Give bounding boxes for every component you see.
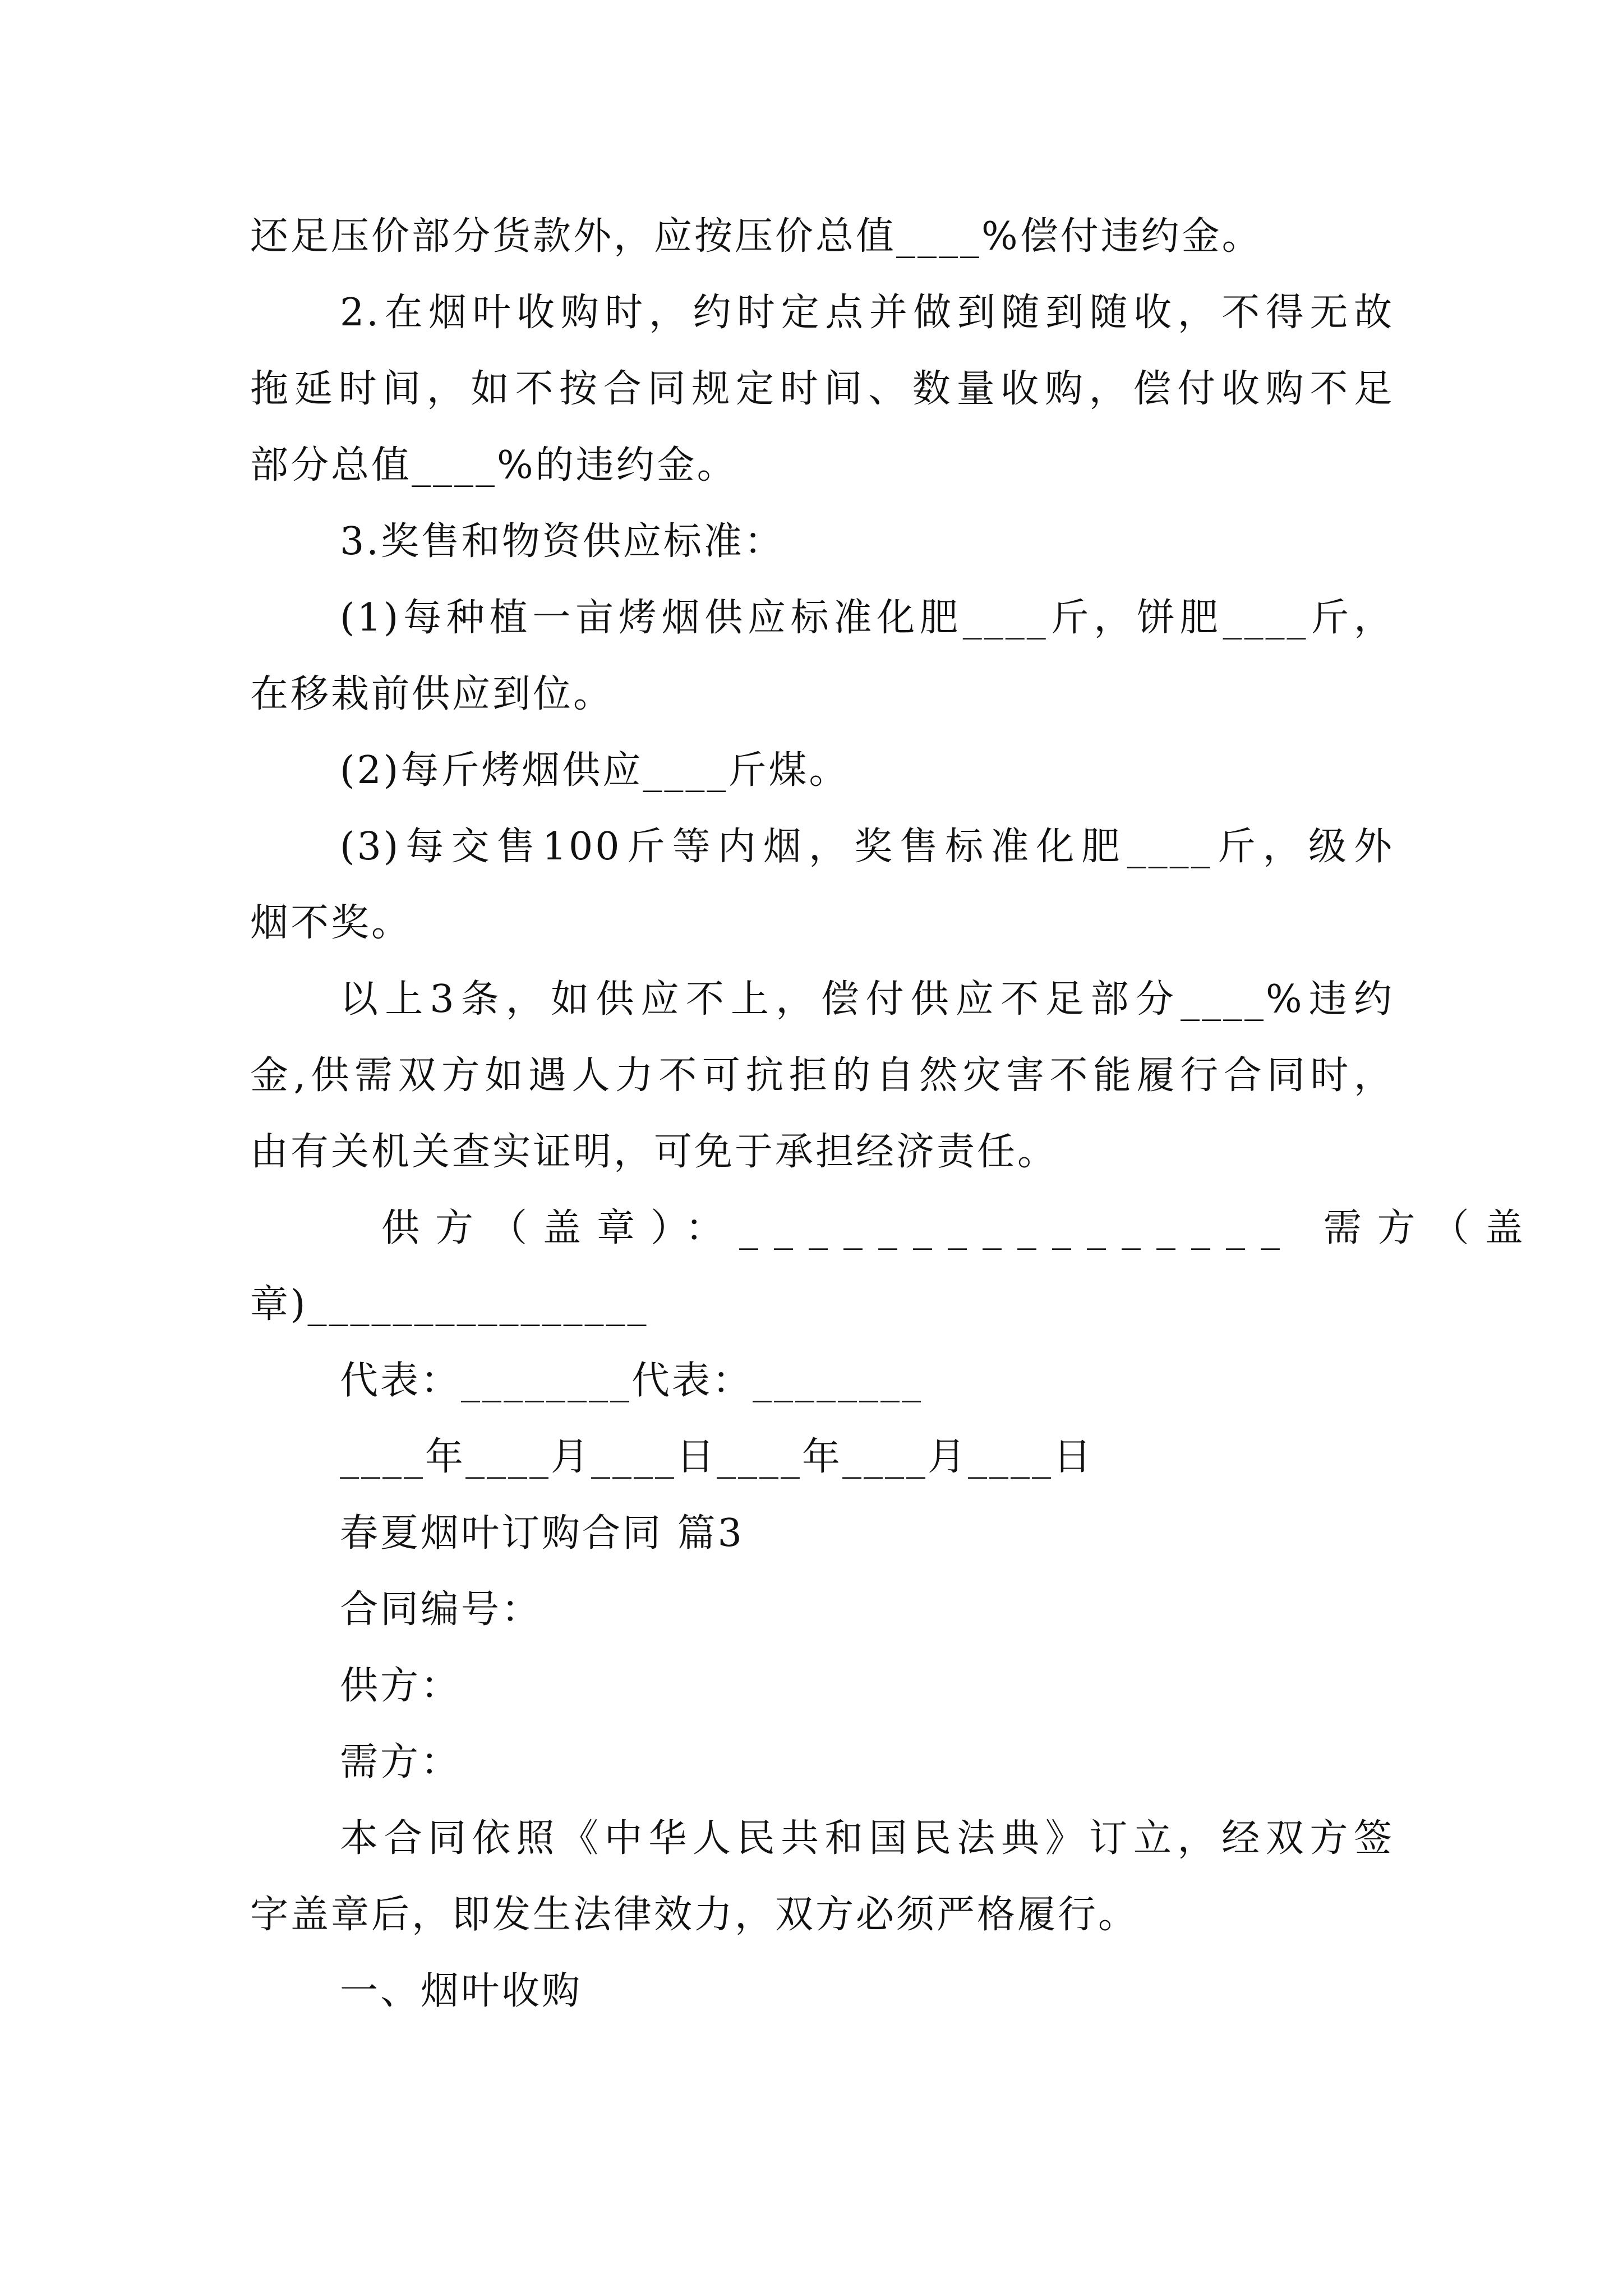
text-line-1: 还足压价部分货款外，应按压价总值____%偿付违约金。 — [250, 214, 1262, 259]
text-line-5: 3.奖售和物资供应标准： — [340, 519, 785, 564]
heading-tobacco-purchase: 一、烟叶收购 — [340, 1969, 583, 2013]
supplier-label: 供方： — [340, 1664, 462, 1708]
section-title: 春夏烟叶订购合同 篇3 — [340, 1511, 744, 1556]
text-line-6: (1)每种植一亩烤烟供应标准化肥____斤，饼肥____斤， — [340, 596, 1394, 640]
text-line-7: 在移栽前供应到位。 — [250, 672, 614, 716]
text-line-8: (2)每斤烤烟供应____斤煤。 — [340, 748, 850, 793]
text-line-9: (3)每交售100斤等内烟，奖售标准化肥____斤，级外 — [340, 825, 1394, 869]
text-line-4: 部分总值____%的违约金。 — [250, 443, 737, 487]
text-line-2: 2.在烟叶收购时，约时定点并做到随到随收，不得无故 — [340, 291, 1394, 335]
date-line: ____年____月____日____年____月____日 — [340, 1435, 1094, 1479]
text-line-23: 字盖章后，即发生法律效力，双方必须严格履行。 — [250, 1893, 1139, 1937]
text-line-3: 拖延时间，如不按合同规定时间、数量收购，偿付收购不足 — [250, 367, 1394, 411]
signature-line-supplier: 供方（盖章）：________________ 需方（盖 — [381, 1206, 1539, 1250]
demander-label: 需方： — [340, 1740, 462, 1784]
text-line-12: 金,供需双方如遇人力不可抗拒的自然灾害不能履行合同时， — [250, 1053, 1394, 1098]
representative-line: 代表：________代表：________ — [340, 1359, 924, 1403]
text-line-22: 本合同依照《中华人民共和国民法典》订立，经双方签 — [340, 1816, 1394, 1861]
text-line-10: 烟不奖。 — [250, 901, 412, 945]
text-line-13: 由有关机关查实证明，可免于承担经济责任。 — [250, 1130, 1058, 1174]
signature-line-demander: 章)________________ — [250, 1282, 649, 1327]
contract-number-label: 合同编号： — [340, 1588, 542, 1632]
text-line-11: 以上3条，如供应不上，偿付供应不足部分____%违约 — [340, 977, 1394, 1022]
